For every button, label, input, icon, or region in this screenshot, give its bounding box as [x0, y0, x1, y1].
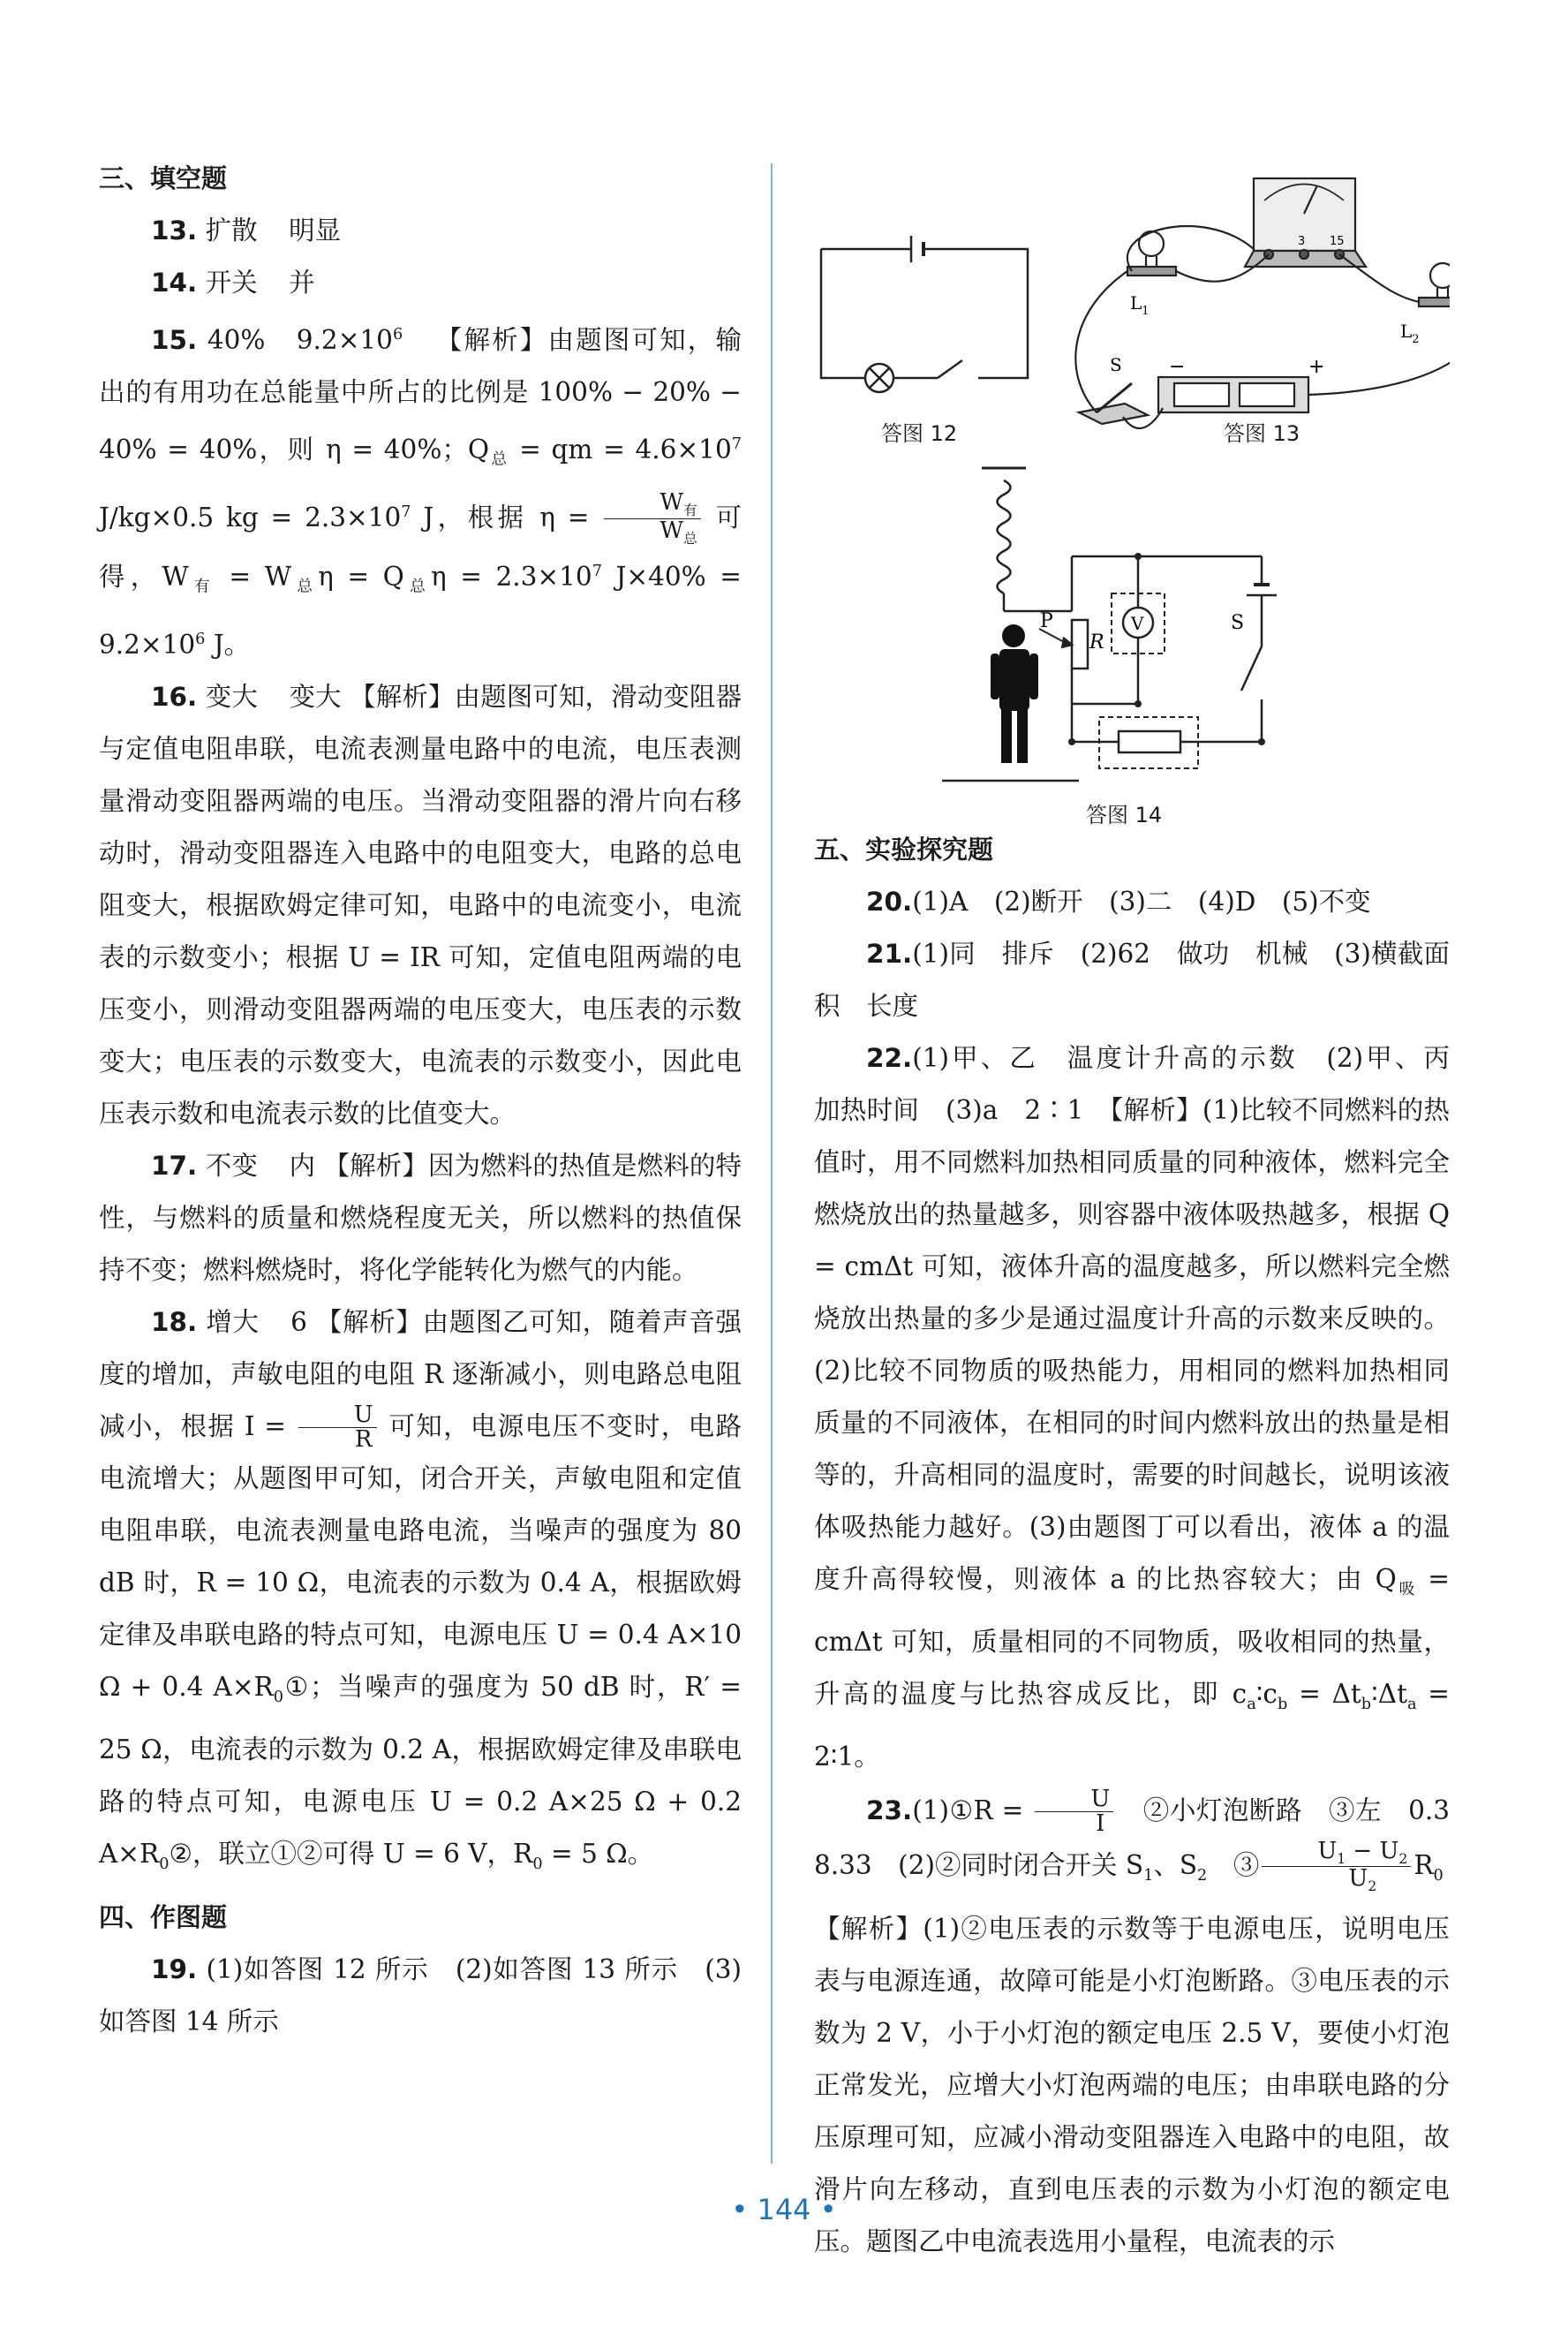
- q22-sub: a: [1406, 1695, 1417, 1713]
- label-meter-15: 15: [1330, 235, 1345, 248]
- q15-sub: 总: [291, 578, 319, 597]
- q18-text: 【解析】由题图乙可知，随着声音强度的增加，声敏电阻的电阻 R 逐渐减小，则电路总电阻减小，根据 I =: [99, 1306, 742, 1441]
- label-S-fig14: S: [1231, 612, 1245, 634]
- label-meter-3: 3: [1298, 235, 1306, 248]
- q18-text: = 5 Ω。: [542, 1838, 654, 1869]
- q15-exp: 7: [592, 563, 602, 581]
- q22-sub: b: [1277, 1695, 1288, 1713]
- figure-14-circuit: [942, 468, 1277, 781]
- q15-number: 15.: [151, 324, 198, 355]
- q14-answer-a: 开关: [205, 268, 258, 298]
- label-minus: −: [1169, 356, 1186, 378]
- answer-15: [99, 309, 742, 671]
- q18-answer-a: 增大: [206, 1306, 260, 1337]
- q23-frac-part: U: [1317, 1837, 1338, 1864]
- q22-sub: b: [1361, 1695, 1372, 1713]
- figure-12-circuit: [821, 236, 1028, 392]
- page-number: • 144 •: [731, 2193, 837, 2226]
- answer-20: [814, 876, 1450, 928]
- label-R: R: [1089, 631, 1104, 654]
- q22-text: ∶Δt: [1371, 1678, 1407, 1709]
- q18-fraction: [298, 1403, 377, 1453]
- q15-sub: 总: [489, 450, 509, 469]
- q23-frac-num: U: [1035, 1787, 1113, 1812]
- right-column: [814, 152, 1476, 2268]
- q18-sub: 0: [159, 1855, 170, 1873]
- label-L2: $L_2$: [1400, 321, 1420, 346]
- figure-area: [814, 152, 1450, 827]
- section-exp-title: 五、实验探究题: [814, 835, 994, 865]
- caption-figure-12: 答图 12: [881, 421, 958, 446]
- answer-14: [99, 257, 742, 309]
- label-P: P: [1040, 610, 1053, 632]
- q23-analysis: 【解析】(1)②电压表的示数等于电源电压，说明电压表与电源连通，故障可能是小灯泡断路。③电压表的示数为 2 V，小于小灯泡的额定电压 2.5 V，要使小灯泡正常发光，应增大小灯泡两端的电压；由串联电路的分压原理可知，应减小滑动变阻器连入电路中的电阻，故滑片向左移动，直到电压表的示数为小灯泡的额定电压。题图乙中电流表选用小量程，电流表的示: [814, 1913, 1450, 2256]
- caption-figure-13: 答图 13: [1224, 421, 1300, 446]
- q15-text: = W: [215, 562, 292, 593]
- q18-sub: 0: [273, 1688, 284, 1706]
- q18-sub: 0: [532, 1855, 543, 1873]
- label-S-fig13: S: [1110, 354, 1122, 375]
- q16-number: 16.: [151, 681, 198, 712]
- q13-answer-a: 扩散: [205, 215, 258, 246]
- q18-text: ①；当噪声的强度为 50 dB 时，R′ = 25 Ω，电流表的示数为 0.2 A，根据欧姆定律及串联电路的特点可知，电源电压 U = 0.2 A×25 Ω + 0.2 A×R: [99, 1671, 742, 1869]
- q13-answer-b: 明显: [289, 215, 342, 246]
- q15-text: η = 2.3×10: [430, 562, 592, 593]
- person-icon: [991, 624, 1038, 763]
- answer-21: [814, 928, 1450, 1032]
- answer-19: [99, 1944, 742, 2048]
- q22-number: 22.: [866, 1043, 913, 1073]
- label-plus: +: [1308, 356, 1325, 378]
- q15-fraction: $W_有$ $W_总$: [604, 491, 700, 546]
- q23-sub: 2: [1398, 1850, 1408, 1867]
- q22-text: = 2∶1。: [814, 1678, 1450, 1772]
- q23-text: ③: [1207, 1849, 1260, 1880]
- answer-16: [99, 671, 742, 1140]
- q23-sub: 1: [1143, 1866, 1154, 1885]
- q19-number: 19.: [151, 1953, 198, 1984]
- q15-exp: 7: [731, 434, 742, 453]
- q15-answer-b: 9.2×10: [296, 324, 393, 355]
- label-L1: $L_1$: [1130, 292, 1150, 318]
- label-V: V: [1131, 613, 1144, 634]
- q23-text: (1)①R =: [912, 1795, 1033, 1825]
- q23-number: 23.: [866, 1795, 913, 1825]
- q15-exp: 7: [401, 502, 411, 521]
- answer-13: [99, 205, 742, 257]
- q16-analysis: 【解析】由题图可知，滑动变阻器与定值电阻串联，电流表测量电路中的电流，电压表测量滑动变阻器两端的电压。当滑动变阻器的滑片向右移动时，滑动变阻器连入电路中的电阻变大，电路的总电阻变大，根据欧姆定律可知，电路中的电流变小，电流表的示数变小；根据 U = IR 可知，定值电阻两端的电压变小，则滑动变阻器两端的电压变大，电压表的示数变大；电压表的示数变大，电流表的示数变小，因此电压表示数和电流表示数的比值变大。: [99, 681, 742, 1129]
- q23-fraction-ri: [1035, 1787, 1113, 1837]
- q15-text: J。: [205, 629, 251, 660]
- q18-text: 可知，电源电压不变时，电路电流增大；从题图甲可知，闭合开关，声敏电阻和定值电阻串联，电流表测量电路电流，当噪声的强度为 80 dB 时，R = 10 Ω，电流表的示数为 0.4 A，根据欧姆定律及串联电路的特点可知，电源电压 U = 0.4 A×10 Ω + 0.4 A×R: [99, 1410, 742, 1702]
- q15-text: J/kg×0.5 kg = 2.3×10: [99, 502, 402, 533]
- q14-answer-b: 并: [289, 268, 315, 298]
- q18-answer-b: 6: [290, 1306, 307, 1337]
- q16-answer-a: 变大: [205, 681, 258, 712]
- q22-sub: a: [1247, 1695, 1256, 1713]
- q16-answer-b: 变大: [289, 681, 342, 712]
- column-divider: [771, 163, 773, 2164]
- q23-frac-part: U: [1348, 1865, 1368, 1893]
- q23-sub: 0: [1433, 1866, 1444, 1885]
- q15-text: 【解析】由题图可知，输出的有用功在总能量中所占的比例是 100% − 20% − 40% = 40%，则 η = 40%；Q: [99, 324, 742, 465]
- q17-number: 17.: [151, 1150, 198, 1181]
- q13-number: 13.: [151, 215, 198, 246]
- q19-text: (1)如答图 12 所示 (2)如答图 13 所示 (3)如答图 14 所示: [99, 1953, 742, 2036]
- q18-frac-den: R: [354, 1426, 373, 1454]
- q14-number: 14.: [151, 268, 198, 298]
- q15-exp: 6: [392, 326, 403, 344]
- q20-number: 20.: [866, 887, 913, 917]
- q18-text: ②，联立①②可得 U = 6 V，R: [169, 1838, 533, 1869]
- q15-exp: 6: [195, 631, 206, 649]
- q23-sub: 1: [1337, 1850, 1346, 1867]
- q17-analysis: 【解析】因为燃料的热值是燃料的特性，与燃料的质量和燃烧程度无关，所以燃料的热值保持不变；燃料燃烧时，将化学能转化为燃气的内能。: [99, 1150, 742, 1285]
- q23-text: R: [1413, 1849, 1434, 1880]
- q15-text: η = Q: [318, 562, 404, 593]
- q15-sub: 有: [188, 578, 215, 597]
- q22-sub: 吸: [1396, 1580, 1418, 1598]
- q15-sub: 有: [683, 502, 697, 519]
- q22-text: = cmΔt 可知，质量相同的不同物质，吸收相同的热量，升高的温度与比热容成反比，即 c: [814, 1564, 1450, 1709]
- left-column: [99, 152, 742, 2048]
- q23-sub: 2: [1368, 1878, 1377, 1895]
- answer-23: [814, 1783, 1476, 1903]
- q23-frac-den: I: [1096, 1810, 1105, 1838]
- q15-answer-a: 40%: [207, 324, 266, 355]
- caption-figure-14: 答图 14: [1086, 803, 1163, 827]
- section-fill-title: 三、填空题: [99, 163, 228, 193]
- q15-text: 可得，W: [99, 502, 742, 593]
- answer-18: [99, 1296, 742, 1891]
- q17-answer-a: 不变: [205, 1150, 258, 1181]
- junction-dot: [1068, 738, 1075, 745]
- q23-sub: 2: [1197, 1866, 1208, 1885]
- q17-answer-b: 内: [289, 1150, 316, 1181]
- answer-22: [814, 1032, 1476, 1783]
- q15-text: J，根据 η =: [411, 502, 602, 533]
- q21-text: (1)同 排斥 (2)62 做功 机械 (3)横截面积 长度: [814, 939, 1450, 1021]
- section-draw-title: 四、作图题: [99, 1901, 228, 1932]
- q23-fraction-u: [1262, 1837, 1411, 1895]
- q18-frac-num: U: [298, 1403, 377, 1428]
- q23-text: ②小灯泡断路 ③左 0.3 8.33 (2)②同时闭合开关 S: [814, 1795, 1476, 1880]
- circuit-figures: [814, 152, 1450, 823]
- q15-sub: 总: [403, 578, 431, 597]
- q15-sub: 总: [683, 531, 697, 548]
- q15-text: = qm = 4.6×10: [509, 434, 732, 465]
- q20-text: (1)A (2)断开 (3)二 (4)D (5)不变: [912, 887, 1371, 917]
- q22-text: = Δt: [1287, 1678, 1361, 1709]
- junction-dot: [1135, 553, 1142, 560]
- q22-text: ∶c: [1255, 1678, 1278, 1709]
- q23-text: 、S: [1153, 1849, 1198, 1880]
- q15-text: J×40% = 9.2×10: [99, 562, 742, 660]
- junction-dot: [1258, 738, 1265, 745]
- q23-frac-part: − U: [1346, 1837, 1399, 1864]
- q18-number: 18.: [151, 1306, 198, 1337]
- answer-17: [99, 1140, 742, 1296]
- q22-text: (1)甲、乙 温度计升高的示数 (2)甲、丙 加热时间 (3)a 2∶1 【解析】(1)比较不同燃料的热值时，用不同燃料加热相同质量的同种液体，燃料完全燃烧放出的热量越多，则容器中液体吸热越多，根据 Q = cmΔt 可知，液体升高的温度越多，所以燃料完全燃烧放出热量的多少是通过温度计升高的示数来反映的。(2)比较不同物质的吸热能力，用相同的燃料加热相同质量的不同液体，在相同的时间内燃料放出的热量是相等的，升高相同的温度时，需要的时间越长，说明该液体吸热能力越好。(3)由题图丁可以看出，液体 a 的温度升高得较慢，则液体 a 的比热容较大；由 Q: [814, 1043, 1476, 1594]
- q21-number: 21.: [866, 939, 913, 969]
- junction-dot: [1135, 700, 1142, 707]
